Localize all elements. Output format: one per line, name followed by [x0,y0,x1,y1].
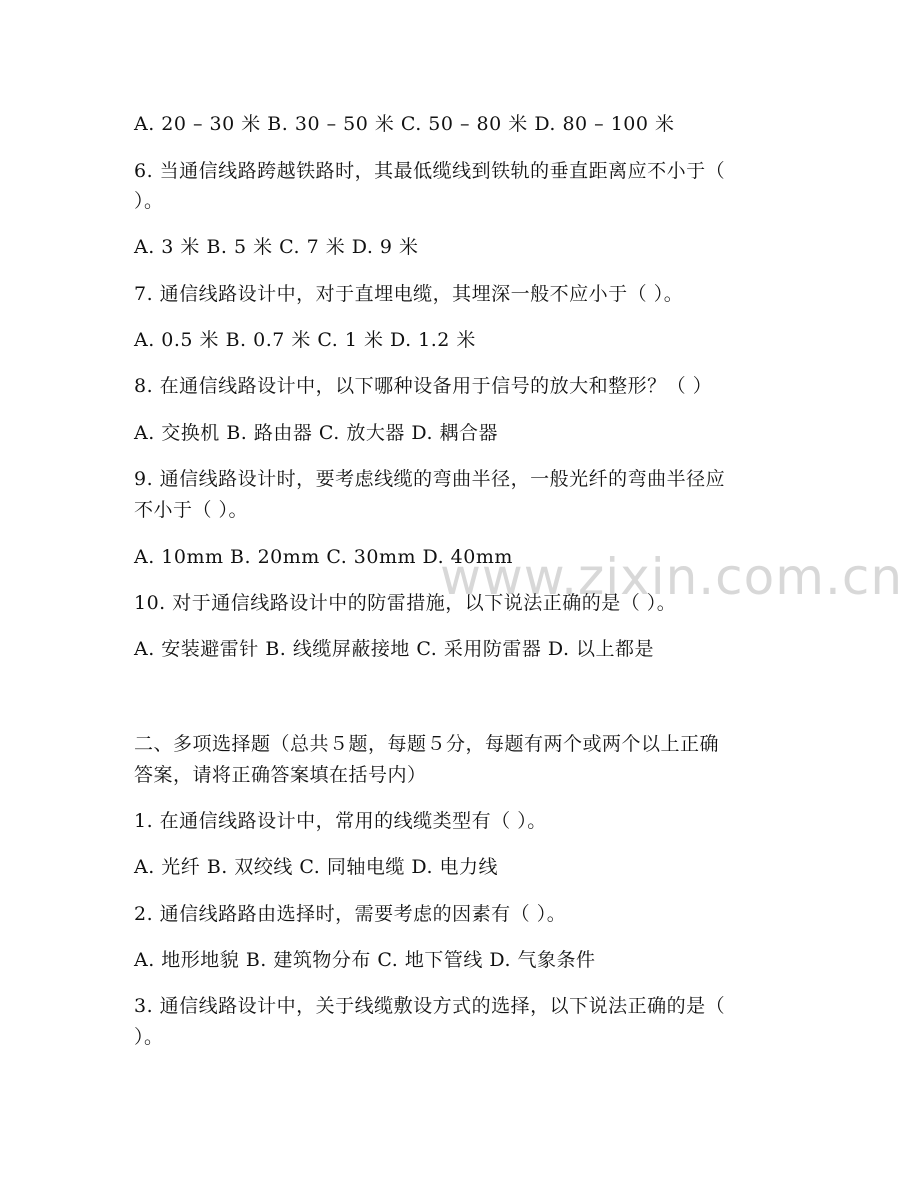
mq1-text: 1. 在通信线路设计中，常用的线缆类型有（ ）。 [134,810,547,832]
mq3-text-cont: ）。 [134,1026,164,1048]
q6-text: 6. 当通信线路跨越铁路时，其最低缆线到铁轨的垂直距离应不小于（ [134,160,726,182]
q7-options: A. 0.5 米 B. 0.7 米 C. 1 米 D. 1.2 米 [134,329,476,351]
mq3-text: 3. 通信线路设计中，关于线缆敷设方式的选择，以下说法正确的是（ [134,995,726,1017]
q9-text: 9. 通信线路设计时，要考虑线缆的弯曲半径，一般光纤的弯曲半径应 [134,468,726,490]
q10-text: 10. 对于通信线路设计中的防雷措施，以下说法正确的是（ ）。 [134,592,677,614]
watermark: www.zixin.com.cn [440,548,904,606]
q8-text: 8. 在通信线路设计中，以下哪种设备用于信号的放大和整形？（ ） [134,375,713,397]
q8-options: A. 交换机 B. 路由器 C. 放大器 D. 耦合器 [134,422,499,444]
mq1-options: A. 光纤 B. 双绞线 C. 同轴电缆 D. 电力线 [134,856,499,878]
q9-options: A. 10mm B. 20mm C. 30mm D. 40mm [134,546,513,568]
q6-options: A. 3 米 B. 5 米 C. 7 米 D. 9 米 [134,236,419,258]
q7-text: 7. 通信线路设计中，对于直埋电缆，其埋深一般不应小于（ ）。 [134,283,684,305]
section-heading-cont: 答案，请将正确答案填在括号内） [134,764,427,786]
q6-text-cont: ）。 [134,190,164,212]
q5-options: A. 20 – 30 米 B. 30 – 50 米 C. 50 – 80 米 D. 80 – 100 米 [134,113,675,135]
q9-text-cont: 不小于（ ）。 [134,499,249,521]
mq2-text: 2. 通信线路路由选择时，需要考虑的因素有（ ）。 [134,903,567,925]
mq2-options: A. 地形地貌 B. 建筑物分布 C. 地下管线 D. 气象条件 [134,949,596,971]
q10-options: A. 安装避雷针 B. 线缆屏蔽接地 C. 采用防雷器 D. 以上都是 [134,638,655,660]
section-heading: 二、多项选择题（总共５题，每题５分，每题有两个或两个以上正确 [134,733,720,755]
